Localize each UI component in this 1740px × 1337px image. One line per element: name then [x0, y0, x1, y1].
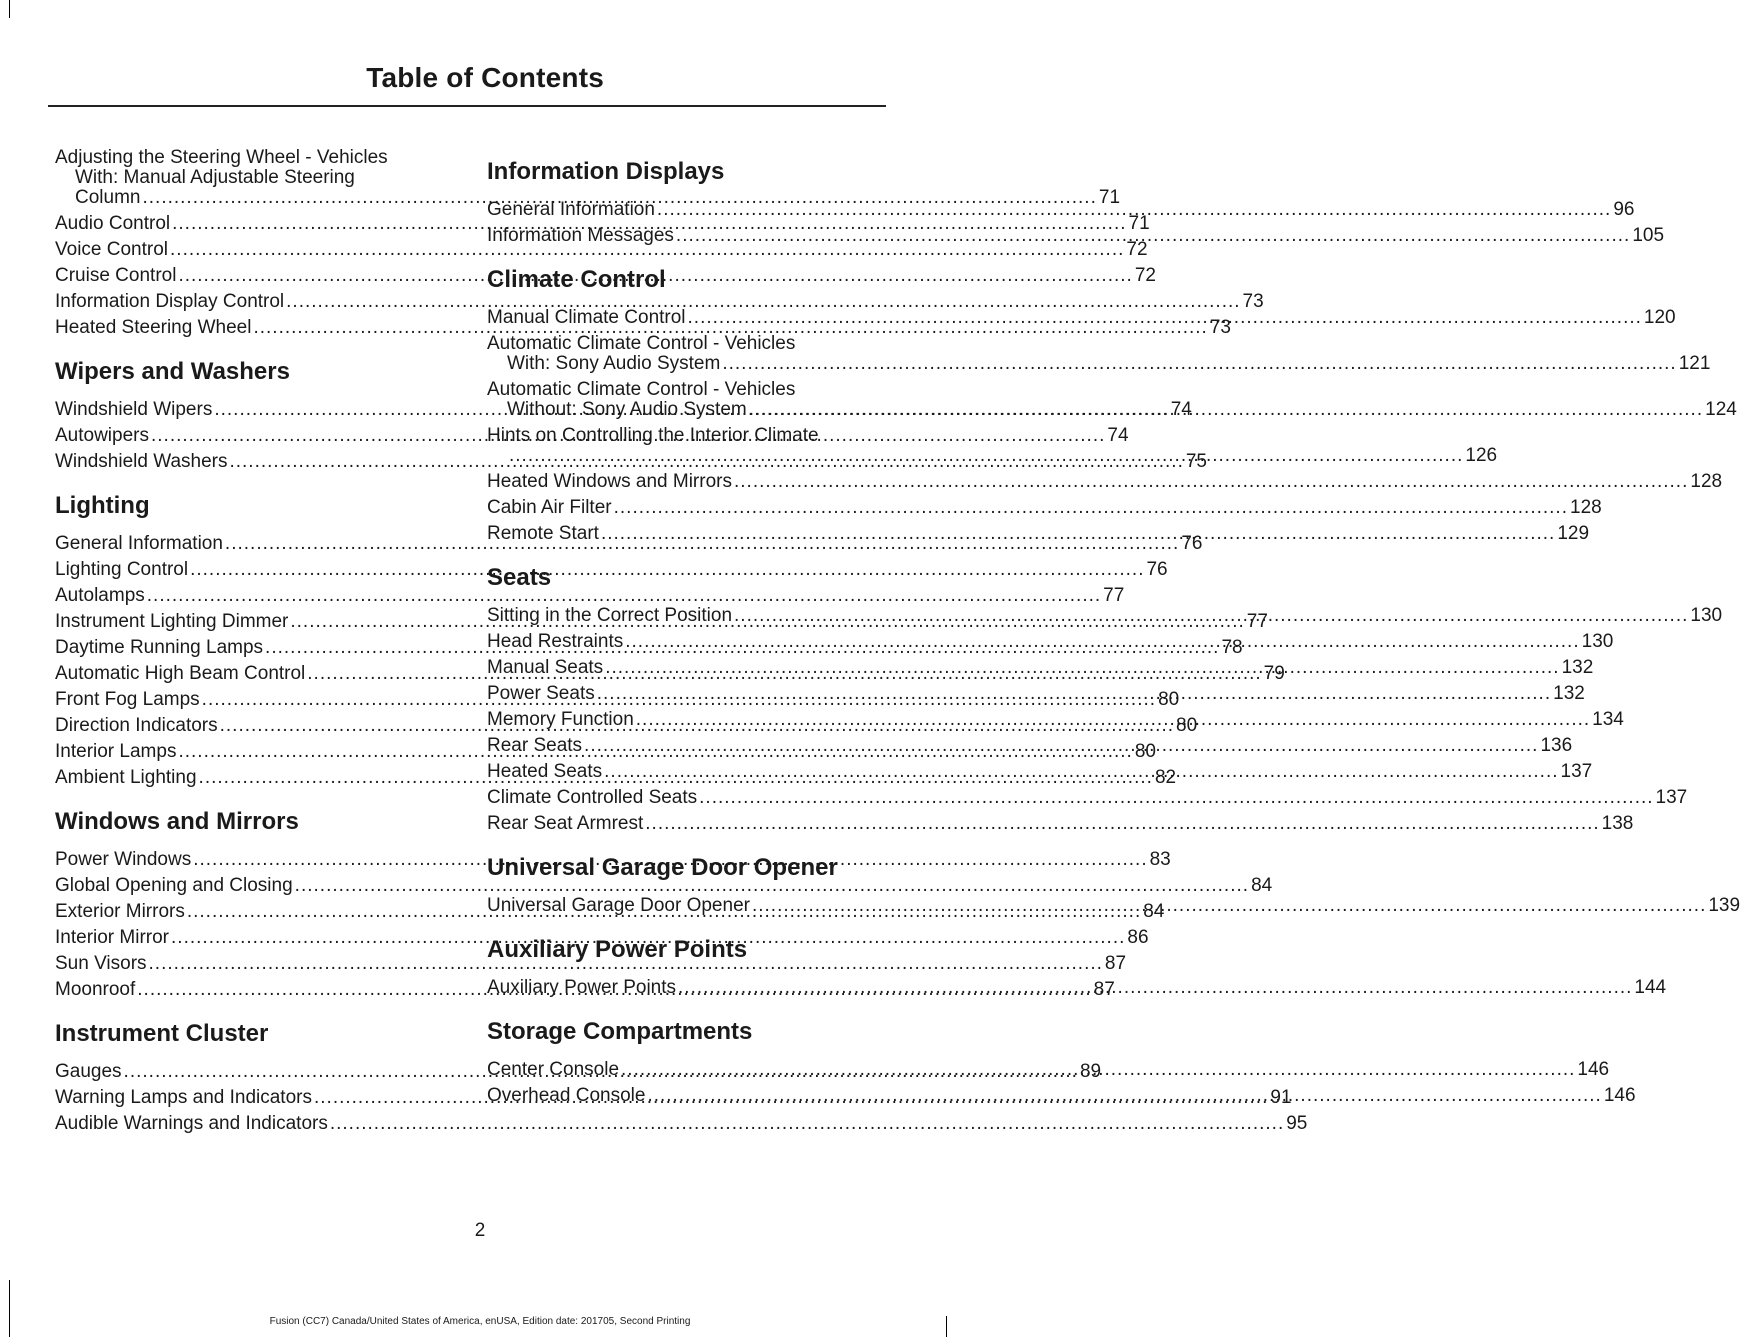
- toc-entry-title-line: Head Restraints: [487, 631, 624, 652]
- section-heading: Information Displays: [487, 158, 725, 185]
- toc-entry-page: 137: [1560, 761, 1593, 782]
- dot-leader: [597, 683, 1551, 704]
- toc-entry-leader-row: [55, 585, 1125, 606]
- dot-leader: [752, 895, 1706, 916]
- dot-leader: [604, 761, 1558, 782]
- toc-entry-page: 77: [1103, 585, 1125, 606]
- toc-entry-title-line: Autowipers: [55, 425, 149, 446]
- toc-entry-title-line: Automatic High Beam Control: [55, 663, 306, 684]
- toc-entry-title-line: Heated Windows and Mirrors: [487, 471, 732, 492]
- toc-entry-title-line: Auxiliary Power Points: [487, 977, 677, 998]
- toc-entry-title-line: Interior Mirror: [55, 927, 170, 948]
- toc-entry-title-line: Heated Seats: [487, 761, 603, 782]
- toc-entry-title-line: Voice Control: [55, 239, 169, 260]
- section-heading: Universal Garage Door Opener: [487, 854, 838, 881]
- dot-leader: [614, 497, 1568, 518]
- toc-entry-leader-row: [55, 239, 1148, 260]
- toc-entry-page: 73: [1209, 317, 1231, 338]
- dot-leader: [688, 307, 1642, 328]
- toc-entry-leader-row: [487, 497, 1602, 518]
- toc-entry-leader-row: [487, 353, 1711, 374]
- toc-entry-page: 139: [1708, 895, 1740, 916]
- toc-entry-page: 82: [1154, 767, 1177, 788]
- toc-entry-title-line: With: Sony Audio System: [507, 353, 721, 374]
- toc-entry-page: 130: [1581, 631, 1614, 652]
- toc-entry-page: 105: [1632, 225, 1665, 246]
- dot-leader: [678, 977, 1632, 998]
- toc-entry-title-line: Column: [75, 187, 141, 208]
- toc-entry-title-line: Hints on Controlling the Interior Climate: [487, 425, 819, 446]
- dot-leader: [657, 199, 1611, 220]
- toc-entry-page: 74: [1170, 399, 1192, 420]
- toc-entry-title-line: Audible Warnings and Indicators: [55, 1113, 328, 1134]
- dot-leader: [647, 1085, 1601, 1106]
- toc-entry-title-line: Cruise Control: [55, 265, 177, 286]
- toc-entry-title-line: Memory Function: [487, 709, 634, 730]
- dot-leader: [749, 399, 1703, 420]
- section-heading: Wipers and Washers: [55, 358, 290, 385]
- toc-entry-page: 71: [1128, 213, 1150, 234]
- toc-entry-leader-row: [55, 291, 1264, 312]
- toc-entry-leader-row: [487, 471, 1723, 492]
- toc-entry-leader-row: [55, 953, 1127, 974]
- toc-entry-page: 78: [1221, 637, 1243, 658]
- toc-entry-page: 129: [1557, 523, 1590, 544]
- toc-entry[interactable]: [487, 471, 1723, 492]
- toc-entry[interactable]: [55, 927, 1149, 948]
- dot-leader: [509, 445, 1463, 466]
- toc-entry-title-line: Interior Lamps: [55, 741, 177, 762]
- toc-entry-title-line: Cabin Air Filter: [487, 497, 612, 518]
- toc-entry-title-line: Direction Indicators: [55, 715, 218, 736]
- toc-entry-title-line: Windshield Washers: [55, 451, 228, 472]
- toc-entry[interactable]: [55, 451, 1207, 472]
- toc-entry-leader-row: [487, 813, 1634, 834]
- toc-entry-page: 79: [1263, 663, 1285, 684]
- toc-entry-leader-row: [487, 199, 1635, 220]
- crop-mark-top-left: [9, 0, 10, 18]
- toc-entry-title-line: General Information: [55, 533, 223, 554]
- toc-entry-page: 73: [1242, 291, 1264, 312]
- toc-entry-title-line: Autolamps: [55, 585, 145, 606]
- toc-entry[interactable]: [487, 225, 1665, 246]
- toc-entry-page: 80: [1134, 741, 1156, 762]
- toc-entry[interactable]: [487, 333, 1711, 374]
- toc-entry-page: 132: [1561, 657, 1594, 678]
- toc-entry-title-line: Warning Lamps and Indicators: [55, 1087, 312, 1108]
- toc-entry[interactable]: [487, 787, 1688, 808]
- toc-entry-page: 130: [1690, 605, 1723, 626]
- toc-entry-page: 72: [1134, 265, 1156, 286]
- toc-entry-page: 146: [1577, 1059, 1610, 1080]
- toc-entry-title-line: Gauges: [55, 1061, 122, 1082]
- toc-entry-title-line: Manual Climate Control: [487, 307, 686, 328]
- toc-entry-title-line: Automatic Climate Control - Vehicles: [487, 333, 796, 354]
- dot-leader: [734, 605, 1688, 626]
- toc-entry[interactable]: [487, 497, 1602, 518]
- toc-entry-page: 128: [1570, 497, 1602, 518]
- toc-entry-title-line: Universal Garage Door Opener: [487, 895, 750, 916]
- toc-entry-title-line: Daytime Running Lamps: [55, 637, 264, 658]
- toc-entry-page: 137: [1655, 787, 1688, 808]
- toc-entry-title-line: Heated Steering Wheel: [55, 317, 252, 338]
- toc-entry-title-line: Instrument Lighting Dimmer: [55, 611, 289, 632]
- toc-entry-page: 71: [1098, 187, 1121, 208]
- dot-leader: [699, 787, 1653, 808]
- toc-entry-page: 76: [1181, 533, 1203, 554]
- page-number: 2: [474, 1220, 486, 1241]
- toc-entry-title-line: Remote Start: [487, 523, 599, 544]
- dot-leader: [645, 813, 1599, 834]
- toc-entry-page: 132: [1553, 683, 1585, 704]
- dot-leader: [605, 657, 1559, 678]
- toc-entry-page: 128: [1690, 471, 1723, 492]
- toc-entry-page: 134: [1592, 709, 1624, 730]
- dot-leader: [621, 1059, 1575, 1080]
- toc-entry-page: 84: [1251, 875, 1273, 896]
- crop-mark-bottom-left: [9, 1280, 10, 1337]
- toc-entry-title-line: Moonroof: [55, 979, 136, 1000]
- dot-leader: [734, 471, 1688, 492]
- toc-entry-page: 146: [1603, 1085, 1636, 1106]
- dot-leader: [676, 225, 1630, 246]
- toc-entry-title-line: Sitting in the Correct Position: [487, 605, 733, 626]
- section-heading: Windows and Mirrors: [55, 808, 299, 835]
- toc-entry-page: 91: [1270, 1087, 1292, 1108]
- toc-entry-title-line: Rear Seat Armrest: [487, 813, 644, 834]
- toc-entry-title-line: Adjusting the Steering Wheel - Vehicles: [55, 147, 388, 168]
- toc-entry-title-line: Manual Seats: [487, 657, 604, 678]
- toc-entry-title-line: Ambient Lighting: [55, 767, 197, 788]
- dot-leader: [584, 735, 1538, 756]
- toc-entry[interactable]: [55, 239, 1148, 260]
- dot-leader: [636, 709, 1590, 730]
- toc-entry-title-line: Information Display Control: [55, 291, 285, 312]
- toc-entry-page: 74: [1107, 425, 1129, 446]
- toc-entry-title-line: Front Fog Lamps: [55, 689, 200, 710]
- toc-entry-leader-row: [487, 225, 1665, 246]
- toc-entry[interactable]: [55, 291, 1264, 312]
- toc-entry-page: 87: [1093, 979, 1115, 1000]
- toc-entry-page: 96: [1613, 199, 1635, 220]
- section-heading: Instrument Cluster: [55, 1020, 269, 1047]
- toc-entry-leader-row: [55, 451, 1207, 472]
- page-title: Table of Contents: [366, 62, 604, 93]
- header-divider: [48, 105, 886, 107]
- toc-entry-title-line: Automatic Climate Control - Vehicles: [487, 379, 796, 400]
- toc-entry-page: 77: [1246, 611, 1268, 632]
- toc-entry-title-line: Power Seats: [487, 683, 595, 704]
- toc-entry-page: 126: [1465, 445, 1498, 466]
- section-heading: Auxiliary Power Points: [487, 936, 748, 963]
- toc-entry-title-line: Exterior Mirrors: [55, 901, 185, 922]
- toc-entry[interactable]: [55, 953, 1127, 974]
- toc-entry-page: 76: [1146, 559, 1168, 580]
- toc-entry[interactable]: [55, 1113, 1308, 1134]
- toc-entry[interactable]: [487, 199, 1635, 220]
- toc-entry-page: 89: [1079, 1061, 1102, 1082]
- toc-entry-page: 136: [1540, 735, 1573, 756]
- toc-entry-title-line: Lighting Control: [55, 559, 189, 580]
- toc-entry-title-line: Sun Visors: [55, 953, 147, 974]
- toc-entry-page: 138: [1601, 813, 1634, 834]
- toc-entry-page: 120: [1643, 307, 1676, 328]
- dot-leader: [601, 523, 1555, 544]
- dot-leader: [625, 631, 1579, 652]
- toc-entry-title-line: Overhead Console: [487, 1085, 646, 1106]
- toc-entry-page: 124: [1705, 399, 1737, 420]
- toc-entry-title-line: General Information: [487, 199, 655, 220]
- toc-entry-leader-row: [55, 875, 1273, 896]
- toc-entry-page: 87: [1104, 953, 1127, 974]
- toc-entry-leader-row: [55, 213, 1150, 234]
- toc-entry-page: 80: [1176, 715, 1198, 736]
- toc-entry[interactable]: [55, 875, 1273, 896]
- toc-entry-title-line: Power Windows: [55, 849, 192, 870]
- section-heading: Storage Compartments: [487, 1018, 753, 1045]
- toc-entry-page: 86: [1127, 927, 1149, 948]
- toc-entry-title-line: Global Opening and Closing: [55, 875, 293, 896]
- toc-entry-page: 83: [1149, 849, 1171, 870]
- toc-entry-page: 75: [1185, 451, 1207, 472]
- toc-entry-title-line: With: Manual Adjustable Steering: [75, 167, 355, 188]
- toc-entry-leader-row: [55, 927, 1149, 948]
- section-heading: Climate Control: [487, 266, 666, 293]
- footer-edition-text: Fusion (CC7) Canada/United States of America, enUSA, Edition date: 201705, Second Printing: [269, 1316, 691, 1327]
- toc-entry[interactable]: [55, 585, 1125, 606]
- toc-entry-leader-row: [55, 187, 1121, 208]
- toc-entry-leader-row: [55, 1113, 1308, 1134]
- toc-entry-title-line: Climate Controlled Seats: [487, 787, 698, 808]
- toc-entry-page: 95: [1286, 1113, 1308, 1134]
- toc-entry-title-line: Center Console: [487, 1059, 620, 1080]
- section-heading: Lighting: [55, 492, 150, 519]
- toc-entry-leader-row: [487, 787, 1688, 808]
- dot-leader: [722, 353, 1676, 374]
- toc-entry-title-line: Rear Seats: [487, 735, 583, 756]
- toc-entry-title-line: Windshield Wipers: [55, 399, 213, 420]
- toc-entry-page: 72: [1126, 239, 1148, 260]
- toc-entry-page: 84: [1143, 901, 1165, 922]
- toc-entry-title-line: Information Messages: [487, 225, 674, 246]
- toc-entry[interactable]: [487, 813, 1634, 834]
- toc-entry-page: 80: [1158, 689, 1180, 710]
- toc-entry-page: 121: [1678, 353, 1711, 374]
- toc-entry-title-line: Audio Control: [55, 213, 171, 234]
- toc-entry[interactable]: [55, 213, 1150, 234]
- toc-entry-page: 144: [1634, 977, 1667, 998]
- section-heading: Seats: [487, 564, 552, 591]
- toc-entry-title-line: Without: Sony Audio System: [507, 399, 747, 420]
